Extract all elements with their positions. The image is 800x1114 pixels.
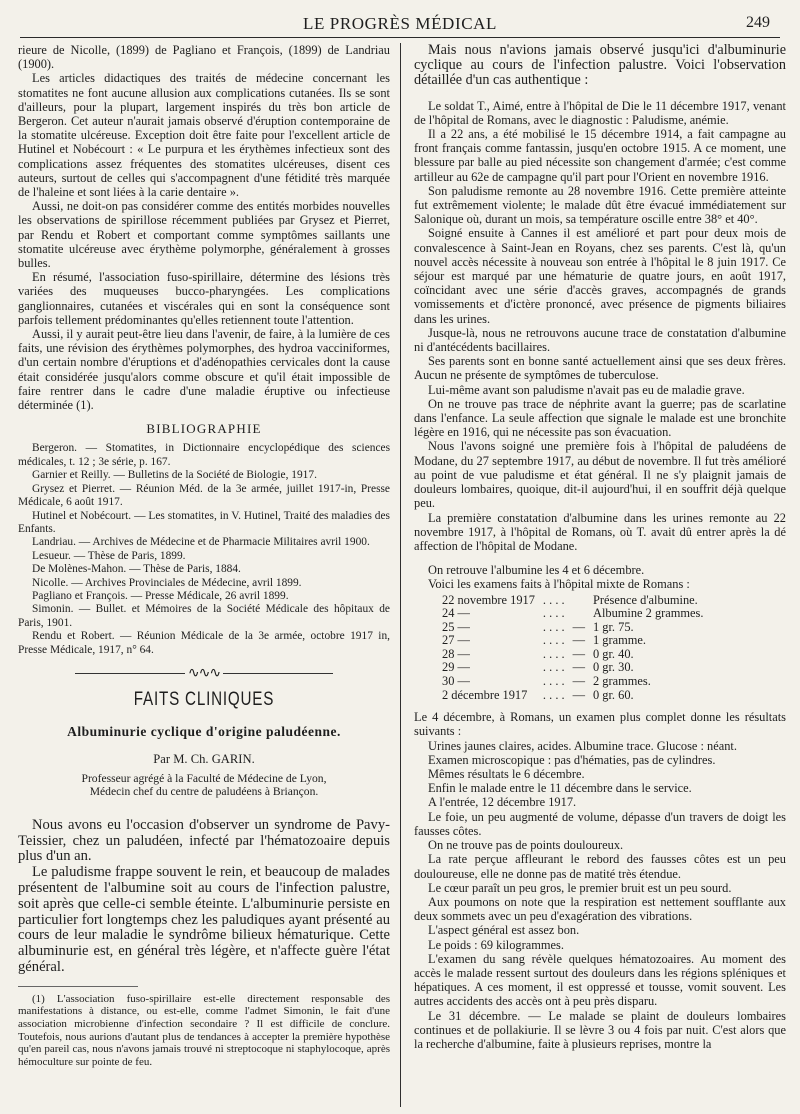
exam-row	[438, 634, 707, 648]
exam-dash	[569, 594, 589, 608]
bibliography	[18, 442, 390, 657]
exam-dash: —	[572, 660, 585, 675]
page-header	[20, 11, 780, 38]
paragraph: Mêmes résultats le 6 décembre.	[428, 767, 585, 782]
exam-value: 1 gr. 75.	[593, 619, 634, 634]
exam-dash: —	[572, 687, 585, 702]
bibliography-heading: BIBLIOGRAPHIE	[146, 421, 262, 437]
paragraph: Le cœur paraît un peu gros, le premier bruit est un peu sourd.	[428, 880, 732, 895]
exam-dash: —	[572, 646, 585, 661]
exam-dots: . . . .	[542, 633, 565, 648]
bib-entry: Garnier et Reilly. — Bulletins de la Société de Biologie, 1917.	[32, 469, 317, 482]
paragraph: Urines jaunes claires, acides. Albumine trace. Glucose : néant.	[428, 738, 737, 753]
paragraph: Le paludisme frappe souvent le rein, et beaucoup de malades présentent de l'albumine soit au cours de l'infection palustre, soit après que celle-ci semble éteinte. L'albuminurie persiste en particulier fort longtemps chez les paludiques ayant présenté au cours de leur maladie le syndrôme bilieux hématurique. Cette albuminurie est, en général très légère, et n'affecte guère l'état général.	[18, 864, 390, 975]
exam-date: 28 —	[442, 646, 470, 661]
exam-dash: —	[572, 619, 585, 634]
journal-title: LE PROGRÈS MÉDICAL	[302, 14, 498, 33]
observation	[414, 99, 786, 1052]
article-author: Par M. Ch. GARIN.	[153, 751, 255, 766]
exam-dots: . . . .	[542, 606, 565, 621]
exam-value: Présence d'albumine.	[593, 592, 698, 607]
footnote-text: (1) L'association fuso-spirillaire est-elle directement responsable des manifestations à distance, ou est-elle, comme l'admet Simonin, le fait d'une association microbienne d'infection secondaire ? Il est difficile de conclure. Toutefois, nous aurions d'autant plus de tendances à accepter la première hypothèse qu'en pareil cas, nous n'avons jamais trouvé ni streptocoque ni staphylocoque, après hémoculture sur pointe de feu.	[18, 992, 390, 1068]
paragraph: Le foie, un peu augmenté de volume, dépasse d'un travers de doigt les fausses côtes.	[414, 809, 786, 838]
paragraph: Jusque-là, nous ne retrouvons aucune trace de constatation d'albumine ni d'antécédents bacillaires.	[414, 325, 786, 355]
bib-entry: Landriau. — Archives de Médecine et de Pharmacie Militaires avril 1900.	[32, 536, 370, 549]
paragraph: Son paludisme remonte au 28 novembre 1916. Cette première atteinte fut extrêmement violente; le malade dût être évacué immédiatement sur Salonique où, durant un mois, sa température oscille entre 38° et 40°.	[414, 183, 786, 227]
section-heading: FAITS CLINIQUES	[133, 689, 275, 711]
page-number: 249	[746, 14, 770, 31]
paragraph: Voici les examens faits à l'hôpital mixte de Romans :	[428, 577, 690, 592]
paragraph: Les articles didactiques des traités de médecine concernant les stomatites ne font aucune allusion aux complications cutanées. Ils se sont d'ailleurs, pour la plupart, largement inspirés du très bon article de Bergeron. Cet auteur n'aurait jamais observé d'éruption contemporaine de la stomatite ulcéreuse. Exception doit être faite pour l'excellent article de Hutinel et Nobécourt : « Le purpura et les érythèmes infectieux sont des complications assez fréquentes des stomatites ulcéreuses, disent ces auteurs, surtout de celles qui s'accompagnent d'une fétidité très marquée de l'haleine et sont liées à la carie dentaire ».	[18, 71, 390, 200]
exam-row	[438, 661, 707, 675]
exam-value: 0 gr. 40.	[593, 646, 634, 661]
paragraph: Ses parents sont en bonne santé actuellement ainsi que ses deux frères. Aucun ne présente de symptômes de tuberculose.	[414, 354, 786, 383]
column-rule	[400, 43, 401, 1107]
exam-dots: . . . .	[542, 674, 565, 689]
bib-entry: De Molènes-Mahon. — Thèse de Paris, 1884.	[32, 563, 241, 576]
exam-dash	[569, 607, 589, 621]
exam-row	[438, 675, 707, 689]
footnote	[18, 993, 390, 1069]
exam-row	[438, 594, 707, 608]
right-column	[414, 43, 786, 1108]
exam-value: 1 gramme.	[593, 633, 646, 648]
paragraph: Nous l'avons soigné une première fois à l'hôpital de paludéens de Modane, du 27 septembre 1917, au début de novembre. Il fut très amélioré au point de vue paludisme et état général. Il ne s'y plaignit jamais de douleurs lombaires, quoique, dit-il aujourd'hui, il en souffrit déjà quelque peu.	[414, 439, 786, 511]
exam-value: Albumine 2 grammes.	[593, 606, 704, 621]
exam-date: 30 —	[442, 674, 470, 689]
paragraph: En résumé, l'association fuso-spirillaire, détermine des lésions très variées des muqueuses bucco-pharyngées. Les complications ganglionnaires, cutanées et viscérales qui en sont la conséquence sont parfois tellement prédominantes qu'elles retiennent toute l'attention.	[18, 270, 390, 327]
exams-table	[438, 594, 707, 703]
left-column	[18, 43, 390, 1108]
paragraph: On ne trouve pas de points douloureux.	[428, 838, 624, 853]
exam-dots: . . . .	[542, 619, 565, 634]
exam-dots: . . . .	[542, 646, 565, 661]
paragraph: L'examen du sang révèle quelques hématozoaires. Au moment des accès le malade ressent surtout des douleurs dans les régions spléniques et hépatiques. A ces moment, il est oppressé et tousse, vomit souvent. Les autres accidents des accès ont à peu près disparu.	[414, 951, 786, 1009]
paragraph: Le 31 décembre. — Le malade se plaint de douleurs lombaires continues et de pollakiurie. Il se lèvre 3 ou 4 fois par nuit. C'est alors que la recherche d'albumine, faite à plusieurs reprises, montre la	[414, 1008, 786, 1051]
paragraph: Aux poumons on note que la respiration est nettement soufflante aux deux sommets avec un peu d'exagération des vibrations.	[414, 894, 786, 924]
paragraph: On ne trouve pas trace de néphrite avant la guerre; pas de scarlatine dans l'enfance. La seule affection que signale le malade est une bronchite légère en 1916, qui ne nécessite pas son évacuation.	[414, 396, 786, 440]
paragraph: La rate perçue affleurant le rebord des fausses côtes est un peu douloureuse, elle ne donne pas de matité très étendue.	[414, 852, 786, 881]
exam-row	[438, 607, 707, 621]
ornament-divider: ∿∿∿	[18, 667, 390, 681]
bib-entry: Simonin. — Bullet. et Mémoires de la Société Médicale des hôpitaux de Paris, 1901.	[18, 603, 390, 629]
paragraph: Examen microscopique : pas d'hématies, pas de cylindres.	[428, 752, 716, 767]
exam-dash: —	[572, 633, 585, 648]
paragraph: Le poids : 69 kilogrammes.	[428, 937, 564, 952]
article-title: Albuminurie cyclique d'origine paludéenne.	[67, 724, 341, 740]
bib-entry: Bergeron. — Stomatites, in Dictionnaire encyclopédique des sciences médicales, t. 12 ; 3e série, p. 167.	[18, 442, 390, 468]
exam-date: 24 —	[442, 606, 470, 621]
paragraph: Le 4 décembre, à Romans, un examen plus complet donne les résultats suivants :	[414, 710, 786, 739]
exam-dash: —	[572, 674, 585, 689]
exam-row	[438, 689, 707, 703]
paragraph: Nous avons eu l'occasion d'observer un syndrome de Pavy-Teissier, chez un paludéen, infecté par l'hématozoaire depuis plus d'un an.	[18, 816, 390, 865]
bib-entry: Lesueur. — Thèse de Paris, 1899.	[32, 549, 186, 562]
exam-value: 0 gr. 30.	[593, 660, 634, 675]
affiliation-line: Professeur agrégé à la Faculté de Médecine de Lyon,	[81, 771, 327, 785]
bib-entry: Rendu et Robert. — Réunion Médicale de la 3e armée, octobre 1917 in, Presse Médicale, 1917, n° 64.	[18, 630, 390, 656]
article-body	[18, 818, 390, 976]
paragraph: Le soldat T., Aimé, entre à l'hôpital de Die le 11 décembre 1917, venant de l'hôpital de Romans, avec le diagnostic : Paludisme, anémie.	[414, 98, 786, 127]
exam-date: 27 —	[442, 633, 470, 648]
paragraph: L'aspect général est assez bon.	[428, 923, 580, 938]
paragraph: On retrouve l'albumine les 4 et 6 décembre.	[428, 563, 645, 578]
bib-entry: Hutinel et Nobécourt. — Les stomatites, in V. Hutinel, Traité des maladies des Enfants.	[18, 509, 390, 535]
bib-entry: Grysez et Pierret. — Réunion Méd. de la 3e armée, juillet 1917-in, Presse Médicale, 6 août 1917.	[18, 482, 390, 509]
affiliation-line: Médecin chef du centre de paludéens à Briançon.	[89, 784, 319, 798]
exam-dots: . . . .	[542, 660, 565, 675]
intro	[414, 43, 786, 89]
exam-date: 22 novembre 1917	[442, 592, 535, 607]
paragraph: Il a 22 ans, a été mobilisé le 15 décembre 1914, a fait campagne au front français comme fantassin, jusqu'en octobre 1915. A ce moment, une blessure par balle au pied nécessite son changement d'armée; c'est comme artilleur au 62e de campagne qu'il part pour l'Orient en novembre 1916.	[414, 127, 786, 184]
paragraph: A l'entrée, 12 décembre 1917.	[428, 795, 577, 810]
paragraph: La première constatation d'albumine dans les urines remonte au 22 novembre 1917, à l'hôpital de Romans, où T. avait dû entrer après la dé affection de l'hôpital de Modane.	[414, 510, 786, 553]
paragraph: Aussi, il y aurait peut-être lieu dans l'avenir, de faire, à la lumière de ces faits, une révision des érythèmes polymorphes, des hydroa vacciniformes, d'un certain nombre d'éruptions et d'adénopathies cervicales dont la cause était considérée jusqu'alors comme obscure et qu'il était impossible de faire rentrer dans le cadre d'une maladie éruptive ou infectieuse déterminée (1).	[18, 327, 390, 413]
exam-row	[438, 648, 707, 662]
paragraph: Aussi, ne doit-on pas considérer comme des entités morbides nouvelles les observations de spirillose récemment publiées par Grysez et Pierret, par Rendu et Robert et comportant comme symptômes saillants une stomatite ulcéreuse avec érythème polymorphe, généralement à grosses bulles.	[18, 199, 390, 271]
paragraph: Soigné ensuite à Cannes il est amélioré et part pour deux mois de convalescence à Saint-Jean en Royans, chez ses parents. C'est là, qu'un nouvel accès nécessite à nouveau son entrée à l'hôpital le 8 juin 1917. Ce séjour est marqué par une hématurie de quatre jours, en août 1917, coïncidant avec une série d'accès graves, accompagnés de grands vomissements et d'ictère prononcé, avec présence de pigments biliaires dans les urines.	[414, 226, 786, 326]
exam-row	[438, 621, 707, 635]
paragraph: rieure de Nicolle, (1899) de Pagliano et François, (1899) de Landriau (1900).	[18, 43, 390, 72]
exam-dots: . . . .	[542, 687, 565, 702]
paragraph: Lui-même avant son paludisme n'avait pas eu de maladie grave.	[428, 382, 745, 397]
paragraph: Mais nous n'avions jamais observé jusqu'ici d'albuminurie cyclique au cours de l'infection palustre. Voici l'observation détaillée d'un cas authentique :	[414, 43, 786, 89]
exam-date: 25 —	[442, 619, 470, 634]
exam-date: 29 —	[442, 660, 470, 675]
exam-date: 2 décembre 1917	[442, 687, 528, 702]
footnote-rule	[18, 986, 138, 987]
bib-entry: Pagliano et François. — Presse Médicale, 26 avril 1899.	[32, 589, 289, 602]
paragraph: Enfin le malade entre le 11 décembre dans le service.	[428, 781, 692, 796]
author-affiliation	[18, 772, 390, 798]
exam-dots: . . . .	[542, 592, 565, 607]
bib-entry: Nicolle. — Archives Provinciales de Médecine, avril 1899.	[32, 576, 302, 589]
exam-value: 0 gr. 60.	[593, 687, 634, 702]
exam-value: 2 grammes.	[593, 674, 651, 689]
